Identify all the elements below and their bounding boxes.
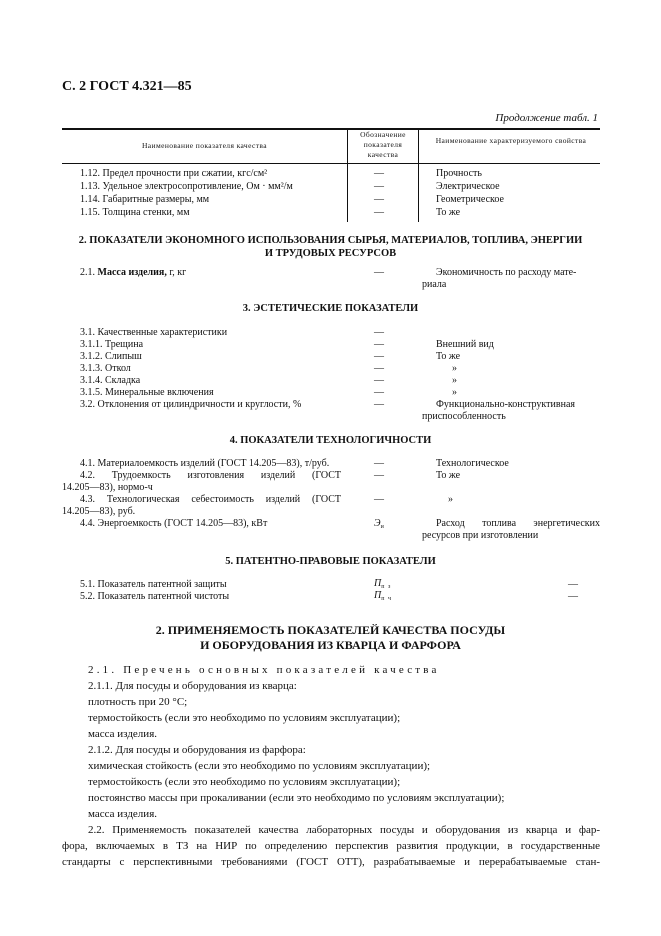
row-property: Функционально-конструктивная — [436, 399, 575, 410]
symbol-subscript: п ч — [381, 596, 392, 602]
row-symbol: — — [374, 339, 384, 350]
row-property: — — [568, 579, 578, 590]
list-item: плотность при 20 °С; — [88, 696, 188, 708]
row-property: » — [452, 387, 457, 398]
row-name: 4.1. Материалоемкость изделий (ГОСТ 14.205—83), т/руб. — [80, 458, 330, 469]
row-property-cont: риала — [422, 279, 447, 290]
row-symbol — [374, 590, 392, 602]
row-property: Внешний вид — [436, 339, 494, 350]
row-property: Расход топлива энергетических — [436, 518, 600, 529]
list-item: постоянство массы при прокаливании (если это необходимо по условиям эксплуатации); — [88, 792, 505, 804]
row-symbol: — — [374, 168, 384, 179]
row-name: 3.1. Качественные характеристики — [80, 327, 228, 338]
row-property: Экономичность по расходу мате- — [436, 267, 577, 278]
column-header-symbol: Обозначение показателя качества — [360, 130, 406, 159]
row-symbol — [374, 578, 391, 590]
row-property: » — [448, 494, 453, 505]
row-name-rest: г, кг — [169, 267, 187, 278]
row-symbol: — — [374, 387, 384, 398]
paragraph: 2.1.2. Для посуды и оборудования из фарфора: — [88, 744, 306, 756]
row-symbol: — — [374, 494, 384, 505]
symbol-letter: Э — [374, 518, 381, 529]
row-symbol: — — [374, 181, 384, 192]
row-property: То же — [436, 470, 461, 481]
row-name: 1.13. Удельное электросопротивление, Ом · мм²/м — [80, 181, 293, 192]
row-symbol: — — [374, 458, 384, 469]
row-property: — — [568, 591, 578, 602]
row-property: » — [452, 363, 457, 374]
row-symbol: — — [374, 194, 384, 205]
row-name: 3.2. Отклонения от цилиндричности и круглости, % — [80, 399, 302, 410]
paragraph-heading: 2.1. Перечень основных показателей качества — [88, 664, 440, 676]
row-name: 3.1.2. Слипыш — [80, 351, 142, 362]
column-header-name: Наименование показателя качества — [141, 141, 268, 150]
table-continuation-label: Продолжение табл. 1 — [495, 112, 598, 124]
table-top-rule — [62, 128, 600, 130]
row-name-cont: 14.205—83), руб. — [62, 506, 136, 517]
row-symbol: — — [374, 207, 384, 218]
page-header: С. 2 ГОСТ 4.321—85 — [62, 79, 192, 94]
row-symbol: — — [374, 363, 384, 374]
column-divider-2 — [418, 128, 419, 222]
section-title: 4. ПОКАЗАТЕЛИ ТЕХНОЛОГИЧНОСТИ — [229, 435, 432, 446]
symbol-letter: П — [374, 590, 382, 601]
row-property-cont: приспособленность — [422, 411, 506, 422]
row-property-cont: ресурсов при изготовлении — [422, 530, 539, 541]
paragraph-cont: стандарты с перспективными требованиями (ГОСТ ОТТ), разрабатываемые и перерабатываемые стан- — [62, 856, 600, 868]
section-title: 3. ЭСТЕТИЧЕСКИЕ ПОКАЗАТЕЛИ — [242, 303, 419, 314]
row-symbol: — — [374, 399, 384, 410]
row-name-bold: Масса изделия, — [97, 267, 167, 278]
row-property: Электрическое — [436, 181, 500, 192]
paragraph: 2.1.1. Для посуды и оборудования из кварца: — [88, 680, 297, 692]
row-name: 1.14. Габаритные размеры, мм — [80, 194, 210, 205]
list-item: химическая стойкость (если это необходимо по условиям эксплуатации); — [88, 760, 431, 772]
symbol-subscript: п з — [381, 584, 392, 590]
list-item: масса изделия. — [88, 808, 157, 820]
chapter-title: 2. ПРИМЕНЯЕМОСТЬ ПОКАЗАТЕЛЕЙ КАЧЕСТВА ПОСУДЫ — [155, 623, 506, 637]
row-name: 3.1.5. Минеральные включения — [80, 387, 214, 398]
row-property: Геометрическое — [436, 194, 504, 205]
list-item: масса изделия. — [88, 728, 157, 740]
paragraph: 2.2. Применяемость показателей качества лабораторных посуды и оборудования из кварца и фар- — [88, 824, 600, 836]
row-symbol: — — [374, 470, 384, 481]
row-property: Прочность — [436, 168, 482, 179]
paragraph-cont: фора, включаемых в ТЗ на НИР по определению перспектив развития продукции, в государственные — [62, 840, 600, 852]
chapter-title-cont: И ОБОРУДОВАНИЯ ИЗ КВАРЦА И ФАРФОРА — [200, 638, 461, 652]
row-symbol — [374, 518, 385, 530]
row-symbol: — — [374, 327, 384, 338]
row-name-cont: 14.205—83), нормо-ч — [62, 482, 153, 493]
section-title: 2. ПОКАЗАТЕЛИ ЭКОНОМНОГО ИСПОЛЬЗОВАНИЯ СЫРЬЯ, МАТЕРИАЛОВ, ТОПЛИВА, ЭНЕРГИИ — [78, 235, 583, 246]
list-item: термостойкость (если это необходимо по условиям эксплуатации); — [88, 776, 401, 788]
row-property: То же — [436, 351, 461, 362]
row-name: 3.1.1. Трещина — [80, 339, 144, 350]
row-property: То же — [436, 207, 461, 218]
row-symbol: — — [374, 375, 384, 386]
row-symbol: — — [374, 267, 384, 278]
table-header-rule — [62, 163, 600, 164]
row-name: 1.12. Предел прочности при сжатии, кгс/см² — [80, 168, 268, 179]
section-title: 5. ПАТЕНТНО-ПРАВОВЫЕ ПОКАЗАТЕЛИ — [225, 556, 436, 567]
section-title-cont: И ТРУДОВЫХ РЕСУРСОВ — [264, 248, 397, 259]
list-item: термостойкость (если это необходимо по условиям эксплуатации); — [88, 712, 401, 724]
row-property: Технологическое — [436, 458, 509, 469]
row-name: 1.15. Толщина стенки, мм — [80, 207, 190, 218]
row-name: 5.2. Показатель патентной чистоты — [80, 591, 230, 602]
row-name: 4.3. Технологическая себестоимость изделий (ГОСТ — [80, 494, 341, 505]
symbol-subscript: и — [380, 524, 385, 530]
column-header-property: Наименование характеризуемого свойства — [435, 136, 587, 145]
row-name: 3.1.3. Откол — [80, 363, 131, 374]
row-property: » — [452, 375, 457, 386]
row-symbol: — — [374, 351, 384, 362]
row-name: 4.4. Энергоемкость (ГОСТ 14.205—83), кВт — [80, 518, 268, 529]
row-name: 4.2. Трудоемкость изготовления изделий (ГОСТ — [80, 470, 341, 481]
row-name: 3.1.4. Складка — [80, 375, 141, 386]
row-name — [80, 267, 186, 279]
row-number: 2.1. — [80, 267, 95, 278]
row-name: 5.1. Показатель патентной защиты — [80, 579, 227, 590]
symbol-letter: П — [374, 578, 382, 589]
